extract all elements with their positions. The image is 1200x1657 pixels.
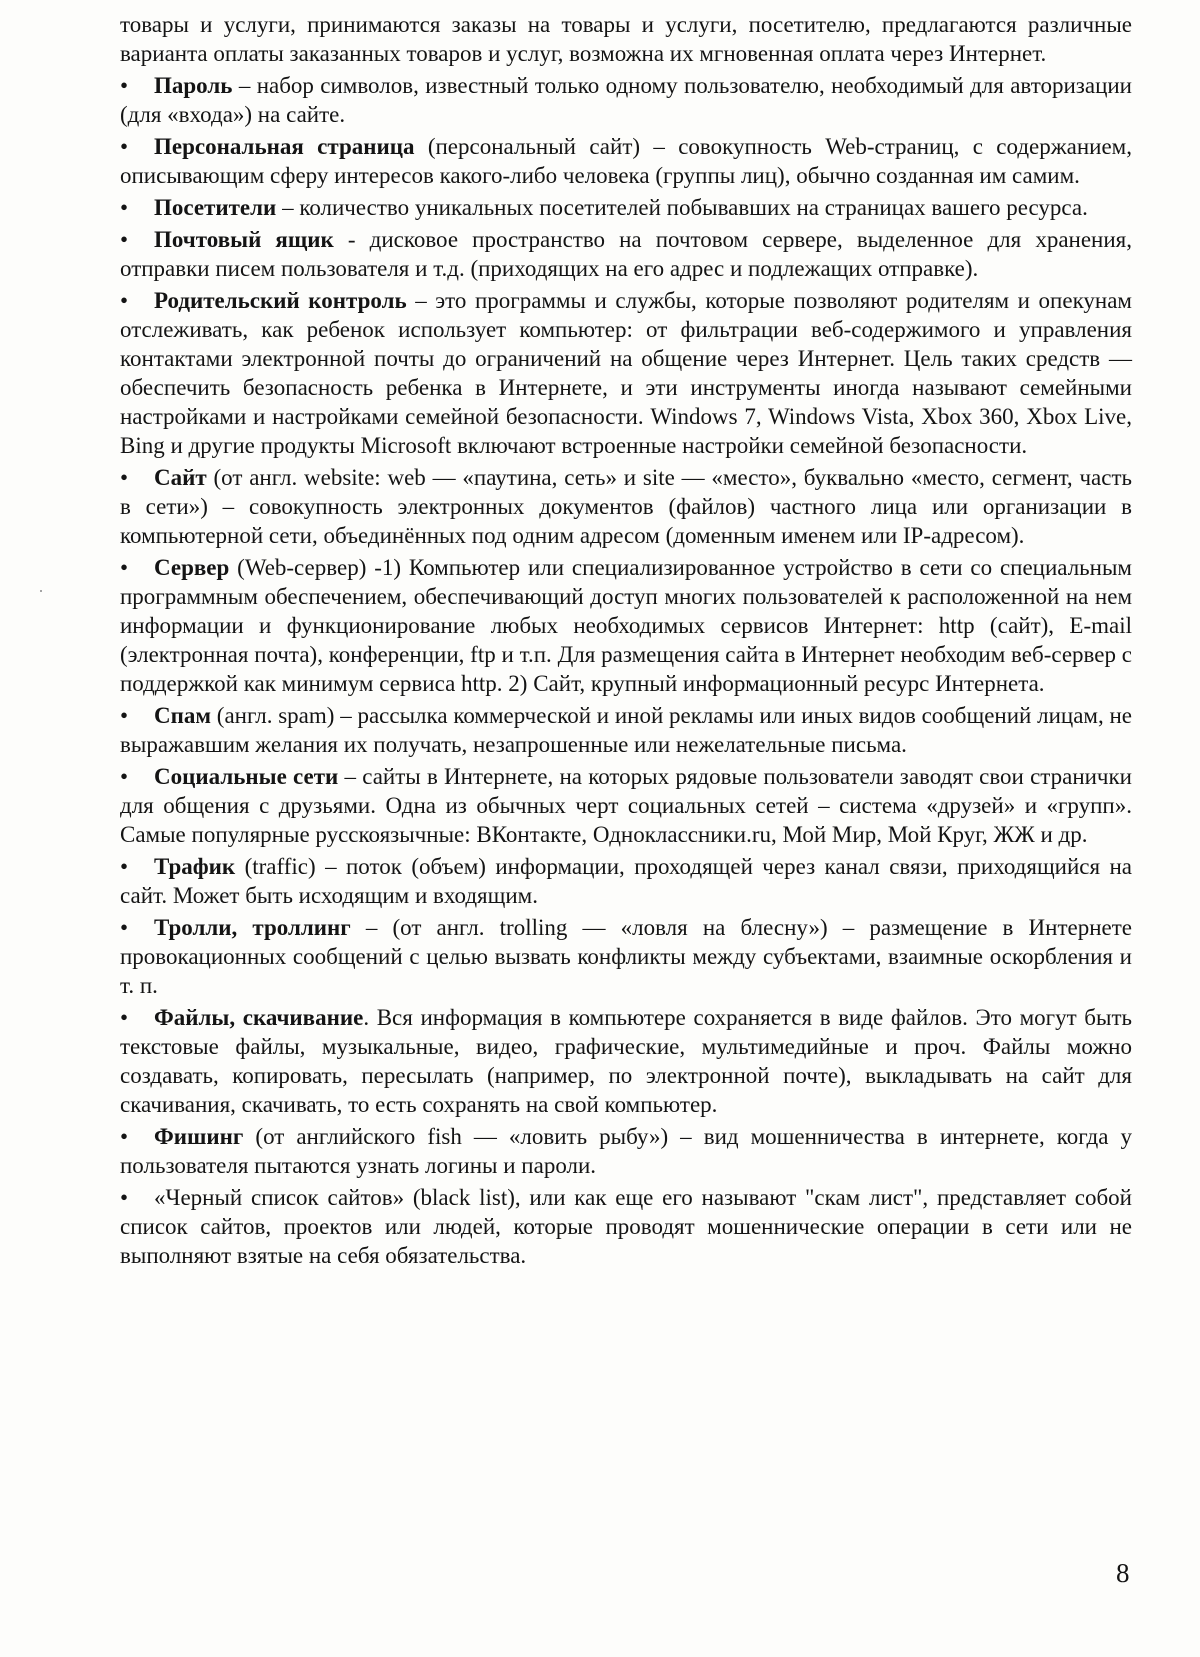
glossary-entry [120,852,1132,910]
glossary-term: Почтовый ящик [154,227,334,252]
glossary-entry [120,1003,1132,1119]
bullet-icon: • [120,703,129,728]
glossary-definition: . Вся информация в компьютере сохраняется в виде файлов. Это могут быть текстовые файлы, музыкальные, видео, графические, мультимедийные и проч. Файлы можно создавать, копировать, пересылать (например, по электронной почте), выкладывать на сайт для скачивания, скачивать, то есть сохранять на свой компьютер. [120,1005,1132,1117]
glossary-term: Трафик [154,854,236,879]
page-number: 8 [1116,1558,1130,1588]
glossary-entry [120,225,1132,283]
glossary-definition: - дисковое пространство на почтовом сервере, выделенное для хранения, отправки писем пользователя и т.д. (приходящих на его адрес и подлежащих отправке). [120,227,1132,281]
glossary-definition: – (от англ. trolling — «ловля на блесну») – размещение в Интернете провокационных сообщений с целью вызвать конфликты между субъектами, взаимные оскорбления и т. п. [120,915,1132,998]
bullet-icon: • [120,1005,129,1030]
glossary-definition: (traffic) – поток (объем) информации, проходящей через канал связи, приходящийся на сайт. Может быть исходящим и входящим. [120,854,1132,908]
bullet-icon: • [120,915,129,940]
bullet-icon: • [120,465,129,490]
glossary-term: Социальные сети [154,764,339,789]
glossary-entry [120,1183,1132,1270]
intro-paragraph: товары и услуги, принимаются заказы на товары и услуги, посетителю, предлагаются различные варианта оплаты заказанных товаров и услуг, возможна их мгновенная оплата через Интернет. [120,12,1132,66]
bullet-icon: • [120,555,129,580]
bullet-icon: • [120,134,129,159]
glossary-definition: – количество уникальных посетителей побывавших на страницах вашего ресурса. [276,195,1088,220]
bullet-icon: • [120,288,129,313]
glossary-entry [120,132,1132,190]
glossary-term: Сервер [154,555,230,580]
bullet-icon: • [120,73,129,98]
glossary-entry [120,286,1132,460]
glossary-term: Файлы, скачивание [154,1005,364,1030]
bullet-icon: • [120,1124,129,1149]
glossary-entry [120,71,1132,129]
bullet-icon: • [120,227,129,252]
glossary-term: Родительский контроль [154,288,407,313]
glossary-term: Персональная страница [154,134,415,159]
glossary-definition: – это программы и службы, которые позволяют родителям и опекунам отслеживать, как ребенок использует компьютер: от фильтрации веб-содержимого и управления контактами электронной почты до ограничений на общение через Интернет. Цель таких средств — обеспечить безопасность ребенка в Интернете, и эти инструменты иногда называют семейными настройками и настройками семейной безопасности. Windows 7, Windows Vista, Xbox 360, Xbox Live, Bing и другие продукты Microsoft включают встроенные настройки семейной безопасности. [120,288,1132,458]
glossary-definition: (Web-сервер) -1) Компьютер или специализированное устройство в сети со специальным программным обеспечением, обеспечивающий доступ многих пользователей к расположенной на нем информации и функционирование любых необходимых сервисов Интернет: http (сайт), E-mail (электронная почта), конференции, ftp и т.п. Для размещения сайта в Интернет необходим веб-сервер с поддержкой как минимум сервиса http. 2) Сайт, крупный информационный ресурс Интернета. [120,555,1132,696]
glossary-definition: – набор символов, известный только одному пользователю, необходимый для авторизации (для «входа») на сайте. [120,73,1132,127]
scan-speck [40,590,42,592]
glossary-definition: (англ. spam) – рассылка коммерческой и иной рекламы или иных видов сообщений лицам, не выражавшим желания их получать, незапрошенные или нежелательные письма. [120,703,1132,757]
glossary-term: Посетители [154,195,277,220]
glossary-definition: (от английского fish — «ловить рыбу») – вид мошенничества в интернете, когда у пользователя пытаются узнать логины и пароли. [120,1124,1132,1178]
glossary-term: Спам [154,703,212,728]
bullet-icon: • [120,1185,129,1210]
glossary-entry [120,463,1132,550]
glossary-entry [120,193,1132,222]
glossary-list [120,71,1132,1270]
glossary-entry [120,913,1132,1000]
bullet-icon: • [120,764,129,789]
glossary-entry [120,1122,1132,1180]
glossary-term: Фишинг [154,1124,244,1149]
glossary-entry [120,762,1132,849]
bullet-icon: • [120,195,129,220]
glossary-definition: «Черный список сайтов» (black list), или как еще его называют "скам лист", представляет собой список сайтов, проектов или людей, которые проводят мошеннические операции в сети или не выполняют взятые на себя обязательства. [120,1185,1132,1268]
glossary-entry [120,553,1132,698]
glossary-definition: – сайты в Интернете, на которых рядовые пользователи заводят свои странички для общения с друзьями. Одна из обычных черт социальных сетей – система «друзей» и «групп». Самые популярные русскоязычные: ВКонтакте, Одноклассники.ru, Мой Мир, Мой Круг, ЖЖ и др. [120,764,1132,847]
glossary-body [120,10,1132,1273]
glossary-definition: (персональный сайт) – совокупность Web-страниц, с содержанием, описывающим сферу интересов какого-либо человека (группы лиц), обычно созданная им самим. [120,134,1132,188]
glossary-term: Пароль [154,73,233,98]
glossary-term: Сайт [154,465,207,490]
glossary-entry [120,701,1132,759]
glossary-definition: (от англ. website: web — «паутина, сеть» и site — «место», буквально «место, сегмент, часть в сети») – совокупность электронных документов (файлов) частного лица или организации в компьютерной сети, объединённых под одним адресом (доменным именем или IP-адресом). [120,465,1132,548]
glossary-term: Тролли, троллинг [154,915,351,940]
bullet-icon: • [120,854,129,879]
